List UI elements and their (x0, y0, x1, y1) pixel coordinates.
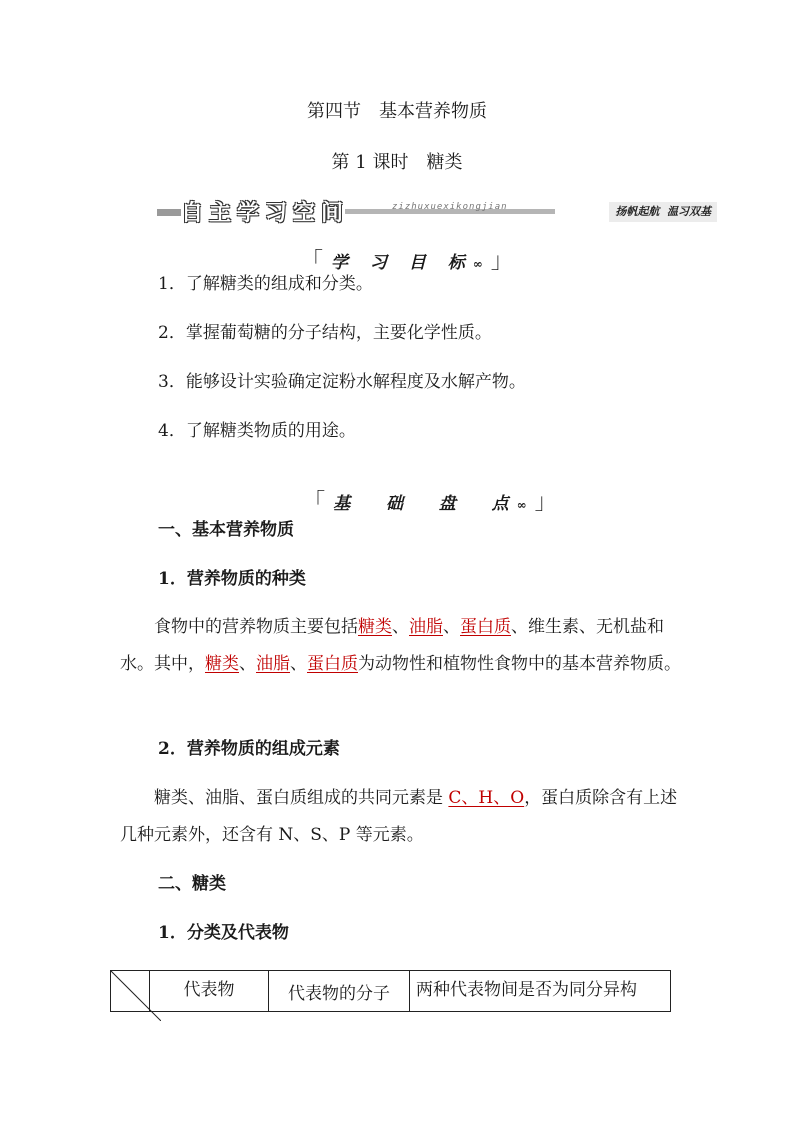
section-banner (157, 200, 717, 226)
bracket-right: 」 (534, 490, 565, 515)
diagonal-header-cell (111, 971, 150, 1012)
paragraph-elements: 糖类、油脂、蛋白质组成的共同元素是 C、H、O，蛋白质除含有上述几种元素外，还含有 N、S、P 等元素。 (120, 788, 678, 845)
objective-item: 1．了解糖类的组成和分类。 (158, 274, 373, 294)
table-header: 两种代表物间是否为同分异构 (410, 971, 671, 1012)
bracket-left: 「 (301, 249, 332, 274)
banner-motto: 扬帆起航 温习双基 (609, 202, 717, 222)
objectives-heading-text: 学 习 目 标 (331, 253, 473, 273)
chain-icon: ∞ (516, 498, 535, 512)
objective-item: 3．能够设计实验确定淀粉水解程度及水解产物。 (158, 372, 526, 392)
table-header-row (111, 971, 671, 1012)
diagonal-line (111, 971, 161, 1021)
answer-blank: C、H、O (448, 788, 525, 808)
basics-heading (0, 465, 794, 516)
table-header: 代表物 (150, 971, 269, 1012)
chain-icon: ∞ (472, 257, 491, 271)
answer-blank: 蛋白质 (307, 654, 358, 674)
subsection-heading: 1．分类及代表物 (158, 923, 289, 943)
bracket-right: 」 (490, 249, 521, 274)
subsection-heading: 2．营养物质的组成元素 (158, 739, 340, 759)
banner-pinyin: zizhuxuexikongjian (392, 202, 508, 212)
answer-blank: 蛋白质 (460, 617, 511, 637)
table-header: 代表物的分子 (269, 971, 410, 1012)
basics-heading-text: 基 础 盘 点 (333, 494, 517, 514)
answer-blank: 糖类 (205, 654, 239, 674)
subsection-heading: 1．营养物质的种类 (158, 569, 306, 589)
banner-title: 自主学习空间 (181, 200, 350, 226)
answer-blank: 糖类 (358, 617, 392, 637)
lesson-title: 第 1 课时 糖类 (331, 152, 463, 173)
objectives-heading (0, 224, 794, 275)
answer-blank: 油脂 (409, 617, 443, 637)
paragraph-nutrient-types: 食物中的营养物质主要包括糖类、油脂、蛋白质、维生素、无机盐和水。其中，糖类、油脂、蛋白质为动物性和植物性食物中的基本营养物质。 (120, 617, 681, 674)
section-heading: 二、糖类 (158, 874, 226, 894)
objective-item: 4．了解糖类物质的用途。 (158, 421, 356, 441)
section-heading: 一、基本营养物质 (158, 520, 294, 540)
classification-table (110, 970, 671, 1012)
banner-bar-left (157, 209, 181, 216)
page-title: 第四节 基本营养物质 (307, 101, 487, 122)
answer-blank: 油脂 (256, 654, 290, 674)
objective-item: 2．掌握葡萄糖的分子结构，主要化学性质。 (158, 323, 492, 343)
bracket-left: 「 (303, 490, 334, 515)
